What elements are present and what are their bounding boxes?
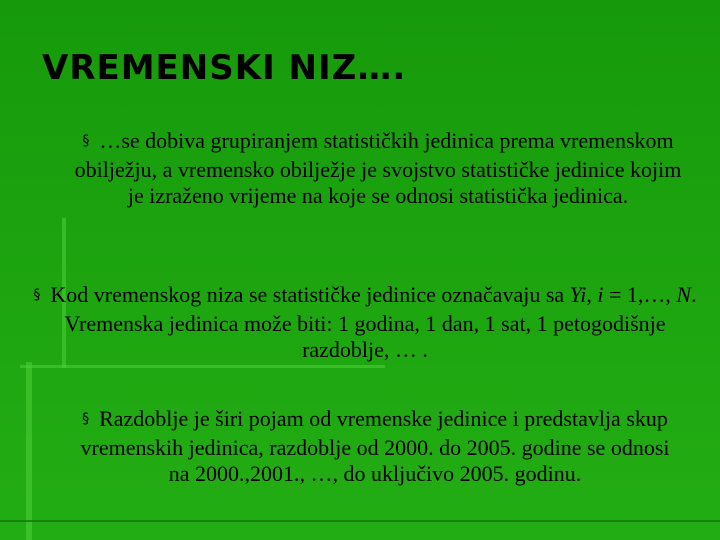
paragraph-1 <box>68 128 688 209</box>
var-i: i <box>597 282 604 307</box>
decor-left-bar <box>26 362 32 540</box>
paragraph-2-range: = 1,…, <box>603 282 677 307</box>
paragraph-2-lead: Kod vremenskog niza se statističke jedinice označavaju sa <box>50 282 570 307</box>
paragraph-1-text: …se dobiva grupiranjem statističkih jedinica prema vremenskom obilježju, a vremensko obilježje je svojstvo statističke jedinice kojim je izraženo vrijeme na koje se odnosi statistička jedinica. <box>74 128 682 208</box>
var-yi: Yi <box>569 282 587 307</box>
paragraph-2 <box>20 282 710 363</box>
paragraph-2-sep: , <box>586 282 598 307</box>
paragraph-3 <box>70 406 680 487</box>
bullet-icon: § <box>82 133 90 149</box>
decor-dark-line <box>0 520 720 522</box>
bullet-icon: § <box>33 287 41 303</box>
paragraph-3-text: Razdoblje je širi pojam od vremenske jedinice i predstavlja skup vremenskih jedinica, razdoblje od 2000. do 2005. godine se odnosi na 2000.,2001., …, do uključivo 2005. godinu. <box>80 406 670 486</box>
decor-h-line <box>20 365 385 368</box>
bullet-icon: § <box>82 411 90 427</box>
slide-title: VREMENSKI NIZ…. <box>42 48 407 88</box>
paragraph-2-tail: . Vremenska jedinica može biti: 1 godina, 1 dan, 1 sat, 1 petogodišnje razdoblje, … . <box>64 282 697 362</box>
var-n: N <box>676 282 692 307</box>
